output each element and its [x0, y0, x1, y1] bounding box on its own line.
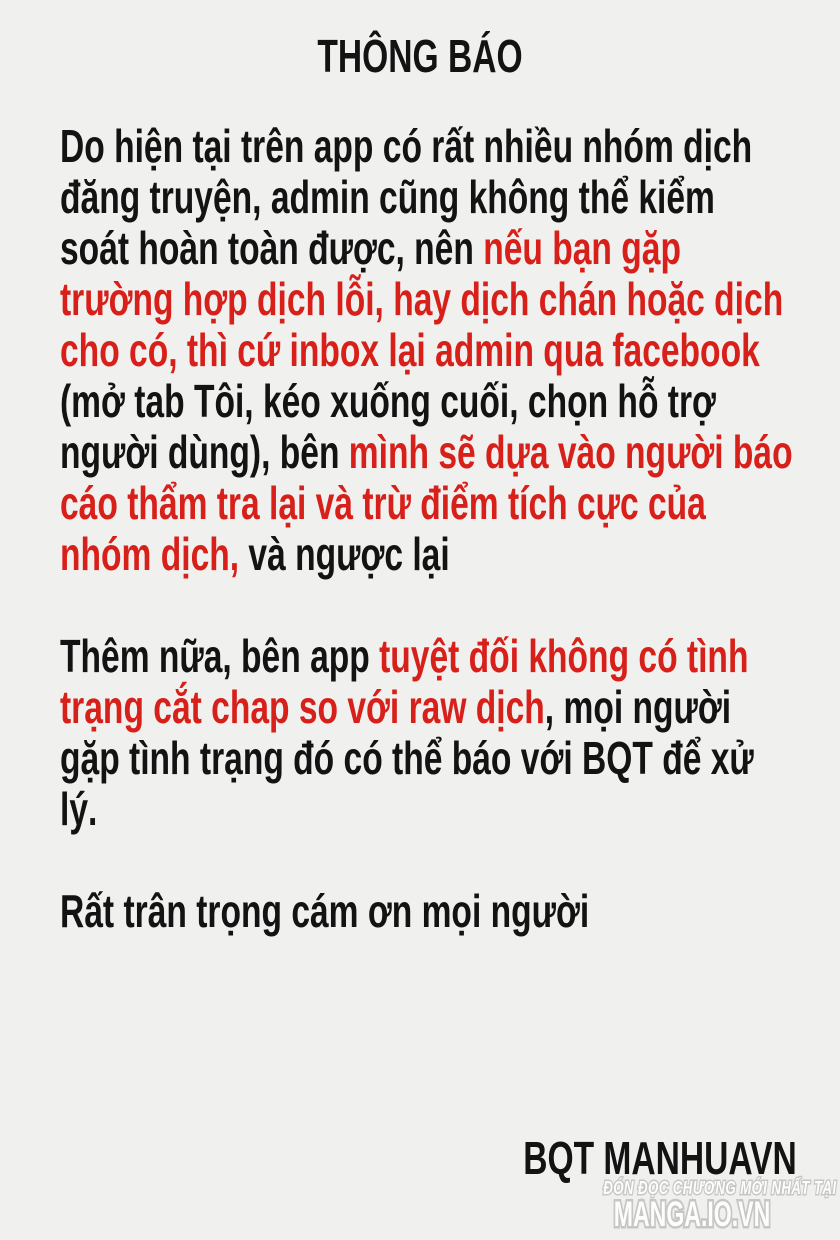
notice-line [60, 682, 793, 733]
text-segment-black: Thêm nữa, bên app [60, 630, 380, 682]
text-segment-black: lý. [60, 783, 98, 835]
notice-line [60, 784, 793, 835]
notice-line [60, 733, 793, 784]
notice-paragraph [60, 631, 840, 835]
text-segment-red: mình sẽ dựa vào người báo [348, 426, 793, 478]
notice-line [60, 172, 793, 223]
text-segment-black: người dùng), bên [60, 426, 349, 478]
notice-paragraph [60, 886, 840, 937]
notice-line [60, 121, 793, 172]
text-segment-red: trạng cắt chap so với raw dịch [60, 681, 545, 733]
text-segment-black: và ngược lại [239, 528, 450, 580]
text-segment-red: nhóm dịch, [60, 528, 240, 580]
notice-line [60, 631, 793, 682]
notice-line [60, 223, 793, 274]
notice-paragraph [60, 121, 840, 580]
notice-line [60, 274, 793, 325]
notice-line [60, 529, 793, 580]
text-segment-red: trường hợp dịch lỗi, hay dịch chán hoặc dịch [60, 273, 784, 325]
notice-line [60, 427, 793, 478]
notice-line [60, 376, 793, 427]
watermark-site: MANGA.IO.VN [613, 1195, 771, 1234]
text-segment-black: Do hiện tại trên app có rất nhiều nhóm dịch [60, 120, 753, 172]
notice-line [60, 478, 793, 529]
watermark [572, 1178, 837, 1234]
text-segment-red: cáo thẩm tra lại và trừ điểm tích cực của [60, 477, 706, 529]
watermark-tagline: ĐÓN ĐỌC CHƯƠNG MỚI NHẤT TẠI [603, 1178, 837, 1198]
text-segment-black: , mọi người [544, 681, 732, 733]
text-segment-black: Rất trân trọng cám ơn mọi người [60, 885, 590, 937]
notice-body [60, 121, 840, 937]
text-segment-black: soát hoàn toàn được, nên [60, 222, 484, 274]
text-segment-red: cho có, thì cứ inbox lại admin qua facebook [60, 324, 760, 376]
page-title: THÔNG BÁO [317, 30, 523, 82]
notice-line [60, 325, 793, 376]
text-segment-red: nếu bạn gặp [483, 222, 681, 274]
text-segment-red: tuyệt đối không có tình [379, 630, 749, 682]
text-segment-black: đăng truyện, admin cũng không thể kiểm [60, 171, 715, 223]
text-segment-black: (mở tab Tôi, kéo xuống cuối, chọn hỗ trợ [60, 375, 716, 427]
text-segment-black: gặp tình trạng đó có thể báo với BQT để xử [60, 732, 754, 784]
signature: BQT MANHUAVN [523, 1132, 797, 1184]
notice-line [60, 886, 793, 937]
